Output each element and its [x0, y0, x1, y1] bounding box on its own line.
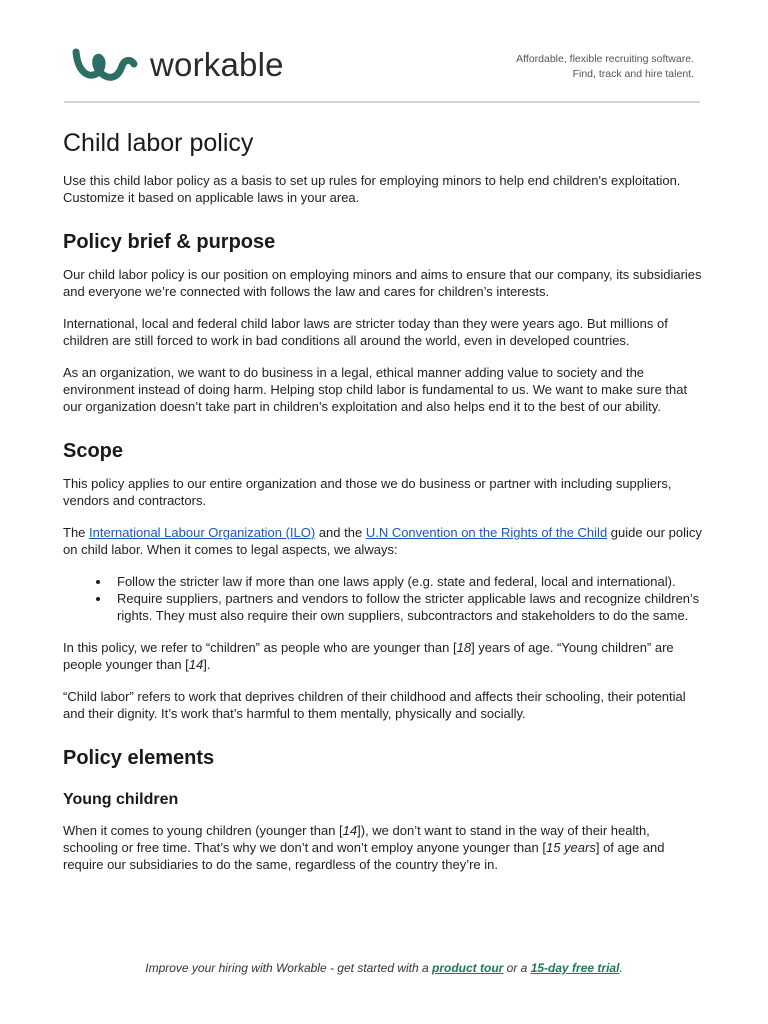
young-p1-text-a: When it comes to young children (younger than [: [63, 823, 343, 838]
minimum-age: 15 years: [545, 840, 596, 855]
scope-p2-text-c: guide our policy on child labor. When it comes to legal aspects, we always:: [63, 525, 702, 557]
document-body: [63, 124, 703, 888]
heading-scope: Scope: [63, 440, 124, 462]
young-children-paragraph: [63, 822, 703, 873]
brand-name: workable: [150, 46, 284, 83]
age-young-children: 14: [188, 657, 204, 672]
footer-text-b: or a: [503, 961, 531, 975]
list-item: • Require suppliers, partners and vendors to follow the stricter applicable laws and recognize children’s rights. They must also require their own suppliers, subcontractors and stakeholders to do the same.: [111, 590, 703, 624]
product-tour-link[interactable]: product tour: [432, 961, 504, 975]
legal-aspects-list: [63, 573, 703, 624]
list-item: • Follow the stricter law if more than one laws apply (e.g. state and federal, local and international).: [111, 573, 703, 590]
page-footer: [0, 961, 768, 975]
header-divider: [64, 101, 700, 103]
footer-text-c: .: [619, 961, 623, 975]
age-children: 18: [456, 640, 472, 655]
ilo-link[interactable]: International Labour Organization (ILO): [89, 525, 316, 540]
scope-paragraph-2: [63, 524, 703, 558]
tagline-line-2: Find, track and hire talent.: [572, 68, 694, 80]
subheading-young-children: Young children: [63, 791, 179, 808]
workable-logo-icon: [72, 44, 140, 86]
scope-p2-text-a: The: [63, 525, 90, 540]
scope-paragraph-3: [63, 639, 703, 673]
age-limit: 14: [342, 823, 358, 838]
free-trial-link[interactable]: 15-day free trial: [530, 961, 620, 975]
scope-p3-text-c: ].: [203, 657, 211, 672]
scope-paragraph-4: “Child labor” refers to work that deprives children of their childhood and affects their schooling, their potential and their dignity. It’s work that’s harmful to them mentally, physically and socially.: [63, 689, 686, 721]
document-title: Child labor policy: [63, 129, 254, 157]
workable-logo[interactable]: [72, 44, 284, 86]
scope-p3-text-a: In this policy, we refer to “children” as people who are younger than [: [63, 640, 457, 655]
scope-p2-text-b: and the: [315, 525, 366, 540]
un-convention-link[interactable]: U.N Convention on the Rights of the Child: [365, 525, 608, 540]
heading-policy-brief: Policy brief & purpose: [63, 231, 276, 253]
scope-paragraph-1: This policy applies to our entire organization and those we do business or partner with including suppliers, vendors and contractors.: [63, 476, 672, 508]
page-header: [64, 40, 700, 102]
brief-paragraph-2: International, local and federal child labor laws are stricter today than they were years ago. But millions of children are still forced to work in bad conditions all around the world, even in developed countries.: [63, 316, 668, 348]
tagline: [516, 52, 694, 82]
scope-p3-text-b: ] years of age. “Young children” are people younger than [: [63, 640, 674, 672]
intro-paragraph: Use this child labor policy as a basis to set up rules for employing minors to help end children's exploitation. Customize it based on applicable laws in your area.: [63, 173, 681, 205]
footer-text-a: Improve your hiring with Workable - get started with a: [145, 961, 433, 975]
young-p1-text-c: ] of age and require our subsidiaries to do the same, regardless of the country they’re in.: [63, 840, 665, 872]
tagline-line-1: Affordable, flexible recruiting software.: [516, 53, 694, 65]
heading-policy-elements: Policy elements: [63, 747, 215, 769]
brief-paragraph-1: Our child labor policy is our position on employing minors and aims to ensure that our company, its subsidiaries and everyone we’re connected with follows the law and cares for children’s interests.: [63, 267, 702, 299]
young-p1-text-b: ]), we don’t want to stand in the way of their health, schooling or free time. That’s why we don’t and won’t employ anyone younger than [: [63, 823, 650, 855]
brief-paragraph-3: As an organization, we want to do business in a legal, ethical manner adding value to society and the environment instead of doing harm. Helping stop child labor is fundamental to us. We want to make sure that our organization doesn’t take part in children’s exploitation and also helps end it to the best of our ability.: [63, 365, 688, 414]
